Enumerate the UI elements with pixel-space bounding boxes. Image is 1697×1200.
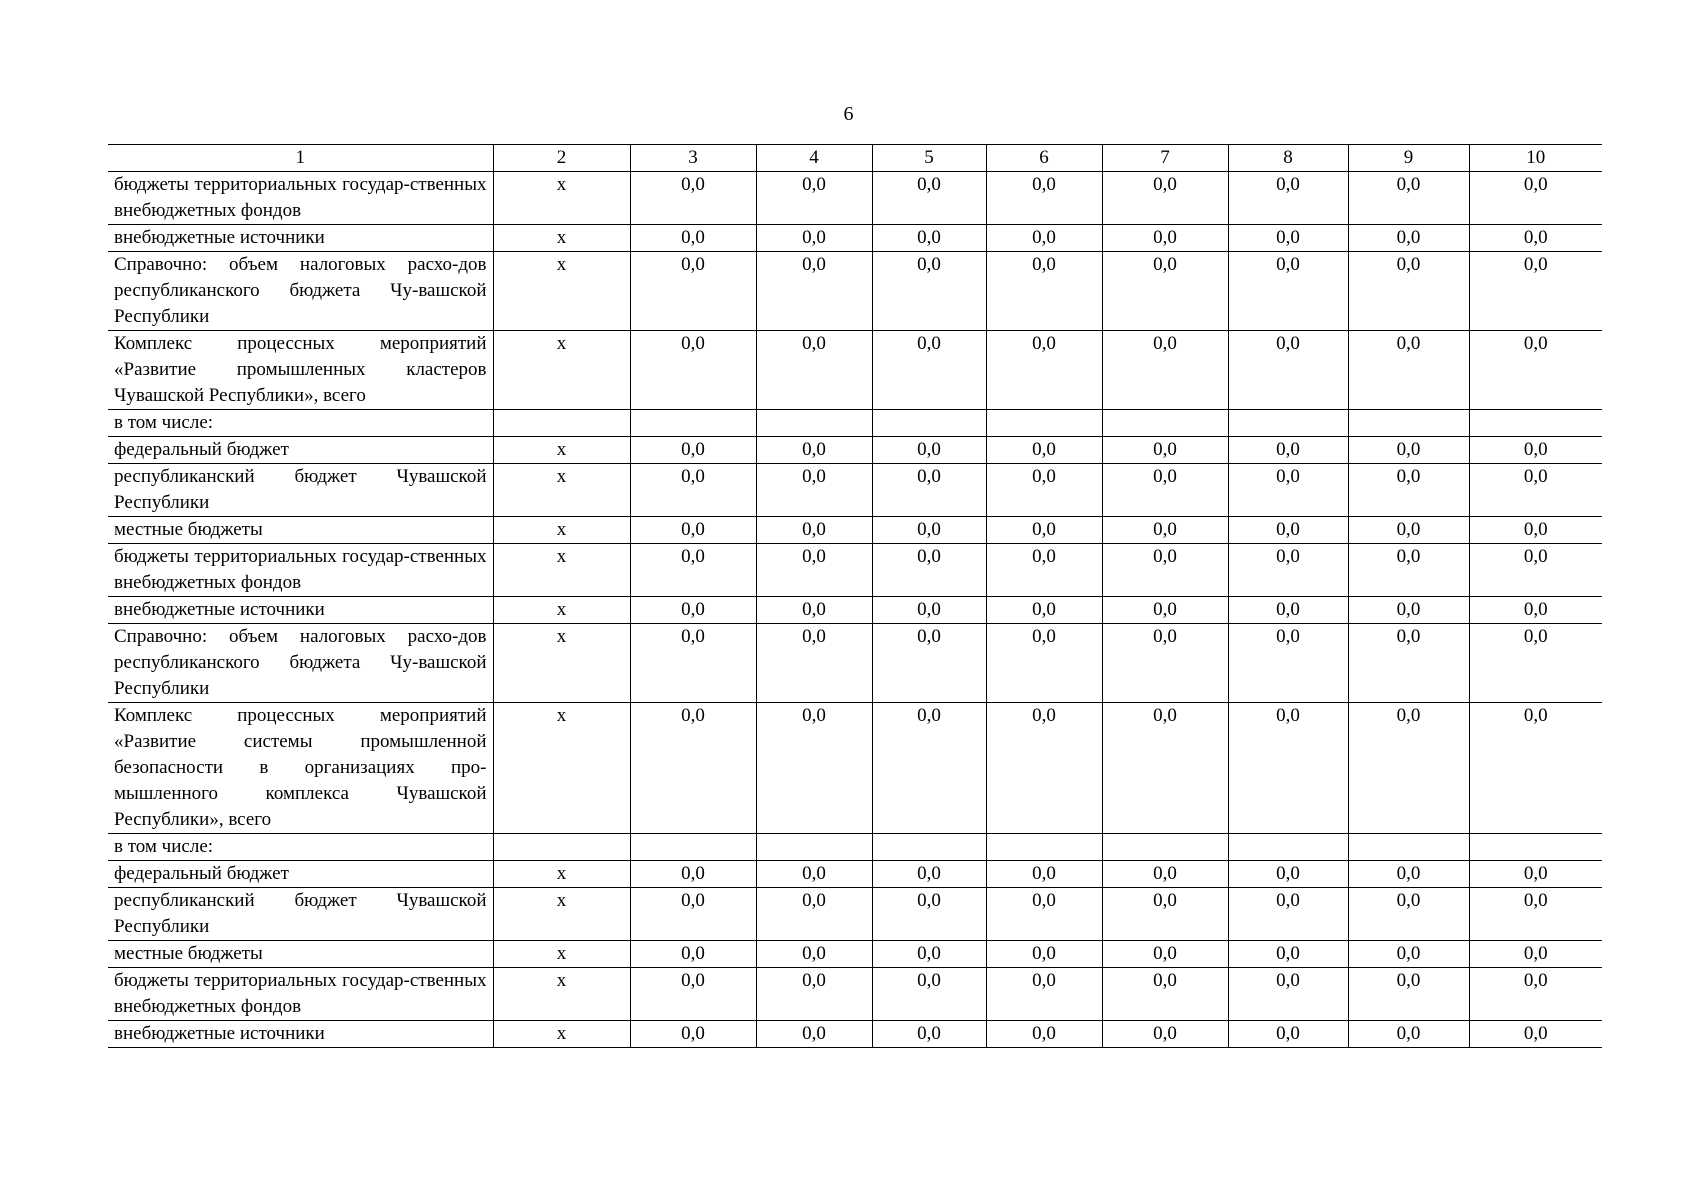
value-cell: 0,0 [872,597,986,624]
value-cell: 0,0 [1228,331,1348,410]
value-cell: 0,0 [1228,1021,1348,1048]
value-cell [756,410,872,437]
value-cell: 0,0 [756,225,872,252]
row-label: бюджеты территориальных государ-ственных внебюджетных фондов [108,544,493,597]
table-row [108,834,1602,861]
page-number: 6 [843,103,854,125]
value-cell: 0,0 [872,172,986,225]
table-row [108,544,1602,597]
row-label: Справочно: объем налоговых расхо-дов республиканского бюджета Чу-вашской Республики [108,624,493,703]
row-mark: х [493,544,630,597]
value-cell: 0,0 [1348,861,1469,888]
value-cell: 0,0 [986,888,1102,941]
row-mark: х [493,703,630,834]
value-cell: 0,0 [1348,252,1469,331]
row-mark [493,834,630,861]
row-label: республиканский бюджет Чувашской Республики [108,464,493,517]
table-row [108,597,1602,624]
row-label: местные бюджеты [108,941,493,968]
table-row [108,1021,1602,1048]
value-cell: 0,0 [1348,544,1469,597]
value-cell: 0,0 [872,517,986,544]
value-cell: 0,0 [1348,941,1469,968]
value-cell: 0,0 [1469,517,1602,544]
value-cell: 0,0 [1348,968,1469,1021]
value-cell: 0,0 [630,172,756,225]
value-cell: 0,0 [1348,437,1469,464]
value-cell: 0,0 [1102,464,1228,517]
value-cell: 0,0 [630,517,756,544]
value-cell: 0,0 [630,861,756,888]
value-cell [1469,410,1602,437]
value-cell: 0,0 [1469,861,1602,888]
value-cell: 0,0 [756,1021,872,1048]
row-mark: х [493,172,630,225]
value-cell: 0,0 [1228,861,1348,888]
row-mark: х [493,1021,630,1048]
value-cell: 0,0 [756,624,872,703]
value-cell: 0,0 [986,1021,1102,1048]
value-cell: 0,0 [1102,624,1228,703]
value-cell: 0,0 [1469,888,1602,941]
column-number-row [108,145,1602,172]
value-cell: 0,0 [756,172,872,225]
table-row [108,517,1602,544]
row-mark: х [493,517,630,544]
value-cell: 0,0 [630,941,756,968]
value-cell: 0,0 [872,225,986,252]
value-cell: 0,0 [986,703,1102,834]
value-cell: 0,0 [1102,437,1228,464]
value-cell: 0,0 [630,437,756,464]
table-row [108,331,1602,410]
value-cell: 0,0 [1348,464,1469,517]
value-cell: 0,0 [1228,517,1348,544]
row-mark: х [493,624,630,703]
table-row [108,861,1602,888]
value-cell: 0,0 [1469,544,1602,597]
value-cell: 0,0 [1469,252,1602,331]
column-header: 3 [630,145,756,172]
value-cell: 0,0 [1102,861,1228,888]
value-cell: 0,0 [1469,172,1602,225]
value-cell: 0,0 [756,597,872,624]
table-row [108,252,1602,331]
value-cell: 0,0 [1348,225,1469,252]
row-label: Комплекс процессных мероприятий «Развитие промышленных кластеров Чувашской Республики», всего [108,331,493,410]
value-cell: 0,0 [756,968,872,1021]
value-cell: 0,0 [630,968,756,1021]
row-label: бюджеты территориальных государ-ственных внебюджетных фондов [108,968,493,1021]
value-cell: 0,0 [986,464,1102,517]
value-cell: 0,0 [1228,968,1348,1021]
value-cell: 0,0 [1228,703,1348,834]
row-label: местные бюджеты [108,517,493,544]
value-cell: 0,0 [1348,624,1469,703]
value-cell: 0,0 [986,172,1102,225]
table-row [108,410,1602,437]
value-cell: 0,0 [986,861,1102,888]
value-cell: 0,0 [986,597,1102,624]
value-cell: 0,0 [1228,437,1348,464]
value-cell: 0,0 [1348,172,1469,225]
value-cell: 0,0 [756,437,872,464]
budget-table [108,144,1602,1048]
value-cell [1102,834,1228,861]
value-cell: 0,0 [1102,331,1228,410]
value-cell: 0,0 [1102,517,1228,544]
table-row [108,888,1602,941]
value-cell [986,834,1102,861]
value-cell: 0,0 [1102,1021,1228,1048]
table-row [108,968,1602,1021]
value-cell: 0,0 [1469,437,1602,464]
row-label: бюджеты территориальных государ-ственных внебюджетных фондов [108,172,493,225]
value-cell: 0,0 [1228,225,1348,252]
value-cell: 0,0 [986,331,1102,410]
value-cell [756,834,872,861]
value-cell: 0,0 [756,331,872,410]
row-label: внебюджетные источники [108,225,493,252]
value-cell [630,410,756,437]
value-cell: 0,0 [630,624,756,703]
value-cell [630,834,756,861]
value-cell: 0,0 [1228,252,1348,331]
value-cell: 0,0 [630,252,756,331]
value-cell: 0,0 [986,624,1102,703]
table-row [108,172,1602,225]
value-cell: 0,0 [756,941,872,968]
value-cell: 0,0 [630,1021,756,1048]
value-cell: 0,0 [630,703,756,834]
column-header: 8 [1228,145,1348,172]
column-header: 6 [986,145,1102,172]
value-cell: 0,0 [1102,172,1228,225]
value-cell: 0,0 [756,703,872,834]
row-mark: х [493,225,630,252]
value-cell: 0,0 [1348,517,1469,544]
column-header: 10 [1469,145,1602,172]
value-cell: 0,0 [872,464,986,517]
value-cell: 0,0 [1469,1021,1602,1048]
row-mark: х [493,888,630,941]
value-cell: 0,0 [1469,225,1602,252]
table-row [108,941,1602,968]
value-cell: 0,0 [872,861,986,888]
row-mark: х [493,861,630,888]
value-cell: 0,0 [872,888,986,941]
row-label: внебюджетные источники [108,597,493,624]
value-cell: 0,0 [872,544,986,597]
value-cell [872,410,986,437]
value-cell [986,410,1102,437]
value-cell: 0,0 [630,225,756,252]
value-cell [1469,834,1602,861]
value-cell: 0,0 [872,624,986,703]
column-header: 4 [756,145,872,172]
table-row [108,464,1602,517]
value-cell: 0,0 [1469,703,1602,834]
row-mark: х [493,464,630,517]
value-cell: 0,0 [756,252,872,331]
column-header: 1 [108,145,493,172]
row-mark: х [493,252,630,331]
value-cell: 0,0 [1469,597,1602,624]
row-mark: х [493,597,630,624]
value-cell: 0,0 [872,1021,986,1048]
value-cell: 0,0 [630,464,756,517]
row-label: республиканский бюджет Чувашской Республики [108,888,493,941]
value-cell: 0,0 [1228,888,1348,941]
row-mark: х [493,331,630,410]
value-cell: 0,0 [630,597,756,624]
row-label: внебюджетные источники [108,1021,493,1048]
value-cell [1102,410,1228,437]
value-cell: 0,0 [1348,1021,1469,1048]
value-cell: 0,0 [630,888,756,941]
value-cell: 0,0 [872,703,986,834]
row-mark: х [493,941,630,968]
row-mark: х [493,968,630,1021]
value-cell: 0,0 [1102,941,1228,968]
value-cell: 0,0 [1102,888,1228,941]
value-cell: 0,0 [986,968,1102,1021]
row-mark: х [493,437,630,464]
value-cell: 0,0 [872,437,986,464]
value-cell [1348,834,1469,861]
value-cell [1348,410,1469,437]
value-cell: 0,0 [1102,252,1228,331]
value-cell [1228,410,1348,437]
value-cell: 0,0 [1469,941,1602,968]
value-cell: 0,0 [1102,225,1228,252]
value-cell: 0,0 [756,517,872,544]
row-label: Комплекс процессных мероприятий «Развитие системы промышленной безопасности в организациях про-мышленного комплекса Чувашской Республики», всего [108,703,493,834]
row-mark [493,410,630,437]
value-cell: 0,0 [1348,888,1469,941]
value-cell: 0,0 [986,252,1102,331]
value-cell: 0,0 [1102,544,1228,597]
row-label: в том числе: [108,410,493,437]
value-cell: 0,0 [630,544,756,597]
value-cell: 0,0 [756,544,872,597]
table-row [108,225,1602,252]
value-cell: 0,0 [1228,544,1348,597]
table-body [108,172,1602,1048]
value-cell: 0,0 [986,517,1102,544]
value-cell: 0,0 [1348,703,1469,834]
value-cell [1228,834,1348,861]
row-label: в том числе: [108,834,493,861]
row-label: Справочно: объем налоговых расхо-дов республиканского бюджета Чу-вашской Республики [108,252,493,331]
value-cell: 0,0 [1469,624,1602,703]
column-header: 2 [493,145,630,172]
row-label: федеральный бюджет [108,861,493,888]
value-cell: 0,0 [1228,464,1348,517]
value-cell: 0,0 [1102,597,1228,624]
value-cell: 0,0 [872,941,986,968]
value-cell: 0,0 [756,861,872,888]
value-cell: 0,0 [986,544,1102,597]
value-cell: 0,0 [756,464,872,517]
column-header: 7 [1102,145,1228,172]
value-cell: 0,0 [986,437,1102,464]
value-cell: 0,0 [872,968,986,1021]
row-label: федеральный бюджет [108,437,493,464]
value-cell: 0,0 [872,331,986,410]
table-row [108,624,1602,703]
column-header: 5 [872,145,986,172]
value-cell: 0,0 [1469,464,1602,517]
value-cell: 0,0 [756,888,872,941]
value-cell [872,834,986,861]
value-cell: 0,0 [1102,968,1228,1021]
table-row [108,703,1602,834]
value-cell: 0,0 [1228,624,1348,703]
value-cell: 0,0 [1228,172,1348,225]
value-cell: 0,0 [1469,968,1602,1021]
value-cell: 0,0 [872,252,986,331]
value-cell: 0,0 [1102,703,1228,834]
value-cell: 0,0 [1228,941,1348,968]
value-cell: 0,0 [1348,597,1469,624]
value-cell: 0,0 [1469,331,1602,410]
value-cell: 0,0 [1228,597,1348,624]
table-row [108,437,1602,464]
value-cell: 0,0 [630,331,756,410]
value-cell: 0,0 [1348,331,1469,410]
value-cell: 0,0 [986,225,1102,252]
column-header: 9 [1348,145,1469,172]
value-cell: 0,0 [986,941,1102,968]
